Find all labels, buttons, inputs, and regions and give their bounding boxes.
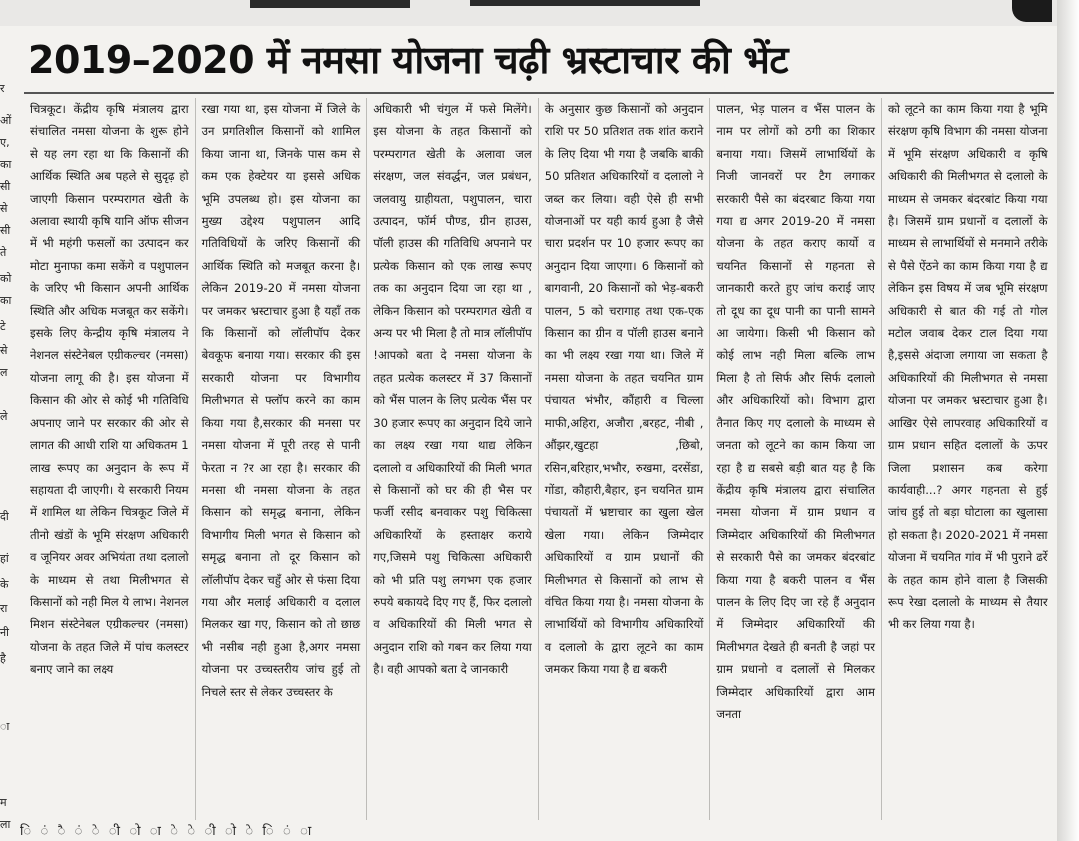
fragment: रा xyxy=(0,602,8,615)
fragment: के xyxy=(0,578,9,591)
headline: 2019–2020 में नमसा योजना चढ़ी भ्रस्टाचार की भेंट xyxy=(28,38,788,82)
fragment: ल xyxy=(0,366,8,379)
fragment: का xyxy=(0,294,12,307)
article-body xyxy=(24,98,1054,820)
article-column: अधिकारी भी चंगुल में फसे मिलेंगे। इस योजना के तहत किसानों को परम्परागत खेती के अलावा जल संरक्षण, जल संवर्द्धन, जल प्रबंधन, जलवायु ग्राहीयता, पशुपालन, चारा उत्पादन, फॉर्म पौण्ड, ग्रीन हाउस, पॉली हाउस की गतिविधि अपनाने पर प्रत्येक किसान को एक लाख रूपए तक का अनुदान दिया जा रहा था , लेकिन किसान को परम्परागत खेती व अन्य पर भी मिला है तो मात्र लॉलीपॉप !आपको बता दे नमसा योजना के तहत प्रत्येक कलस्टर में 37 किसानों को भैंस पालन के लिए प्रत्येक भैंस पर 30 हजार रूपए का अनुदान दिये जाने का लक्ष्य रखा गया थाद्य लेकिन दलालो व अधिकारियों की मिली भगत से किसानों को घर की ही भैस पर फर्जी रसीद बनवाकर पशु चिकित्सा अधिकारियों के हस्ताक्षर कराये गए,जिसमे पशु चिकित्सा अधिकारी को भी प्रति पशु लगभग एक हजार रुपये बकायदे दिए गए हैं, फिर दलालो व अधिकारियों की मिली भगत से अनुदान राशि को गबन कर लिया गया है। वही आपको बता दे जानकारी xyxy=(367,98,539,820)
cropped-print-bar xyxy=(250,0,410,8)
article-column: को लूटने का काम किया गया है भूमि संरक्षण कृषि विभाग की नमसा योजना में भूमि संरक्षण अधिकारी व कृषि अधिकारी की मिलीभगत से दलालो के माध्यम से जमकर बंदरबांट किया गया है। जिसमें ग्राम प्रधानों व दलालों के माध्यम से लाभार्थियों से मनमाने तरीके से पैसे ऐंठने का काम किया गया है द्य लेकिन इस विषय में जब भूमि संरक्षण अधिकारी से बात की गई तो गोल मटोल जवाब देकर टाल दिया गया है,इससे अंदाजा लगाया जा सकता है अधिकारियों की मिलीभगत से नमसा योजना पर जमकर भ्रस्टाचार हुआ है। आखिर ऐसे लापरवाह अधिकारियों व ग्राम प्रधान सहित दलालों के ऊपर जिला प्रशासन कब करेगा कार्यवाही...? अगर गहनता से हुई जांच हुई तो बड़ा घोटाला का खुलासा हो सकता है। 2020-2021 में नमसा योजना में चयनित गांव में भी पुराने ढर्रे के तहत काम होने वाला है जिसकी रूप रेखा दलालो के माध्यम से तैयार भी कर लिया गया है। xyxy=(887,102,1048,632)
cropped-top-band xyxy=(0,0,1079,26)
fragment: ला xyxy=(0,818,11,831)
article-column: रखा गया था, इस योजना में जिले के उन प्रगतिशील किसानों को शामिल किया जाना था, जिनके पास कम से कम एक हेक्टेयर या इससे अधिक भूमि उपलब्ध हो। इस योजना का मुख्य उद्देश्य पशुपालन आदि गतिविधियों के जरिए किसानों की आर्थिक स्थिति को मजबूत करना है। लेकिन 2019-20 में नमसा योजना पर जमकर भ्रस्टाचार हुआ है यहाँ तक कि किसानों को लॉलीपॉप देकर बेवकूफ बनाया गया। सरकार की इस सरकारी योजना पर विभागीय मिलीभगत से फ्लॉप करने का काम किया गया है,सरकार की मनसा पर नमसा योजना में पूरी तरह से पानी फेरता न ?र आ रहा है। सरकार की मनसा थी नमसा योजना के तहत किसान को समृद्ध बनाना, लेकिन विभागीय मिली भगत से किसान को समृद्ध बनाना तो दूर किसान को लॉलीपॉप देकर चहुँ ओर से फंसा दिया गया और मलाई अधिकारी व दलाल मिलकर खा गए, किसान को तो छाछ भी नसीब नही हुआ है,अगर नमसा योजना पर उच्चस्तरीय जांच हुई तो निचले स्तर से लेकर उच्चस्तर के xyxy=(196,98,368,820)
fragment: ा xyxy=(0,720,10,733)
fragment: को xyxy=(0,272,12,285)
fragment: टे xyxy=(0,320,6,333)
headline-rule xyxy=(24,92,1054,94)
fragment: म xyxy=(0,796,7,809)
fragment: ओं xyxy=(0,114,12,127)
fragment: है xyxy=(0,652,6,665)
cropped-bottom-text: ि ं ै ं े ी ो ा े े ी ो े ि ं ा xyxy=(20,824,318,839)
fragment: दी xyxy=(0,510,9,523)
fragment: र xyxy=(0,82,5,95)
fragment: से xyxy=(0,202,8,215)
cropped-print-bar xyxy=(470,0,700,6)
fragment: ते xyxy=(0,246,7,259)
article-column: के अनुसार कुछ किसानों को अनुदान राशि पर 50 प्रतिशत तक शांत कराने के लिए दिया भी गया है जबकि बाकी 50 प्रतिशत अधिकारियों व दलालो ने जब्त कर लिया। वही ऐसे ही सभी योजनाओं पर यही कार्य हुआ है जैसे चारा प्रदर्शन पर 10 हजार रूपए का अनुदान दिया जाएगा। 6 किसानों को बागवानी, 20 किसानों को भेड़-बकरी पालन, 5 को चरागाह तथा एक-एक किसान का ग्रीन व पॉली हाउस बनाने का भी लक्ष्य रखा गया था। जिले में नमसा योजना के तहत चयनित ग्राम पंचायत भंभौर, कौंहारी व चिल्ला माफी,अहिरा, अजौरा ,बरहट, नीबी , औंझर,खुटहा ,छिबो, रसिन,बरिहार,भभौर, रुखमा, दरसेंडा, गोंडा, कौहारी,बैहार, इन चयनित ग्राम पंचायतों में भ्रष्टाचार का खुला खेल खेला गया। लेकिन जिम्मेदार अधिकारियों व ग्राम प्रधानों की मिलीभगत से किसानों को लाभ से वंचित किया गया है। नमसा योजना के लाभार्थियों को विभागीय अधिकारियों व दलालो के द्वारा लूटने का काम जमकर किया गया है द्य बकरी xyxy=(539,98,711,820)
fragment: ले xyxy=(0,410,8,423)
article-column: पालन, भेड़ पालन व भैंस पालन के नाम पर लोगों को ठगी का शिकार बनाया गया। जिसमें लाभार्थियों के निजी जानवरों पर टैग लगाकर सरकारी पैसे का बंदरबाट किया गया गया द्य अगर 2019-20 में नमसा योजना के तहत कराए कार्यो व चयनित किसानों से गहनता से जानकारी करते हुए जांच कराई जाए तो दूध का दूध पानी का पानी सामने आ जायेगा। किसी भी किसान को कोई लाभ नही मिला बल्कि लाभ मिला है तो सिर्फ और सिर्फ दलालो और अधिकारियों को। विभाग द्वारा तैनात किए गए दलालो के माध्यम से जनता को लूटने का काम किया जा रहा है द्य सबसे बड़ी बात यह है कि केंद्रीय कृषि मंत्रालय द्वारा संचालित नमसा योजना में ग्राम प्रधान व जिम्मेदार अधिकारियों की मिलीभगत से सरकारी पैसे का जमकर बंदरबांट किया गया है बकरी पालन व भैंस पालन के लिए दिए जा रहे हैं अनुदान में जिम्मेदार अधिकारियों की मिलीभगत देखते ही बनती है जहां पर ग्राम प्रधानो व दलालों से मिलकर जिम्मेदार अधिकारियों द्वारा आम जनता xyxy=(710,98,882,820)
page-spine-shadow xyxy=(1057,0,1079,841)
left-cropped-column xyxy=(0,30,20,841)
fragment: का xyxy=(0,158,12,171)
fragment: से xyxy=(0,344,8,357)
fragment: ए, xyxy=(0,136,10,149)
page-corner-mark xyxy=(1012,0,1052,22)
article-column: चित्रकूट। केंद्रीय कृषि मंत्रालय द्वारा संचालित नमसा योजना के शुरू होने से यह लग रहा था कि किसानों की आर्थिक स्थिति अब पहले से सुदृढ़ हो जाएगी किसान परम्परागत खेती के अलावा स्थायी कृषि यानि ऑफ सीजन में भी महंगी फसलों का उत्पादन कर मोटा मुनाफा कमा सकेंगे व पशुपालन के जरिए भी किसान अपनी आर्थिक स्थिति और अधिक मजबूत कर सकेंगे। इसके लिए केन्द्रीय कृषि मंत्रालय ने नेशनल संस्टेनेबल एग्रीकल्चर (नमसा) योजना लागू की है। इस योजना में किसान की ओर से कोई भी गतिविधि अपनाए जाने पर सरकार की ओर से लागत की आधी राशि या अधिकतम 1 लाख रूपए का अनुदान के रूप में सहायता दी जाएगी। ये सरकारी नियम में शामिल था लेकिन चित्रकूट जिले में तीनो खंडों के भूमि संरक्षण अधिकारी व जूनियर अवर अभियंता तथा दलालो के माध्यम से तथा मिलीभगत से किसानों को नही मिल ये लाभ। नेशनल मिशन संस्टेनेबल एग्रीकल्चर (नमसा) योजना के तहत जिले में पांच कलस्टर बनाए जाने का लक्ष्य xyxy=(24,98,196,820)
fragment: नी xyxy=(0,626,9,639)
fragment: सी xyxy=(0,224,11,237)
fragment: सी xyxy=(0,180,11,193)
fragment: हां xyxy=(0,552,9,565)
